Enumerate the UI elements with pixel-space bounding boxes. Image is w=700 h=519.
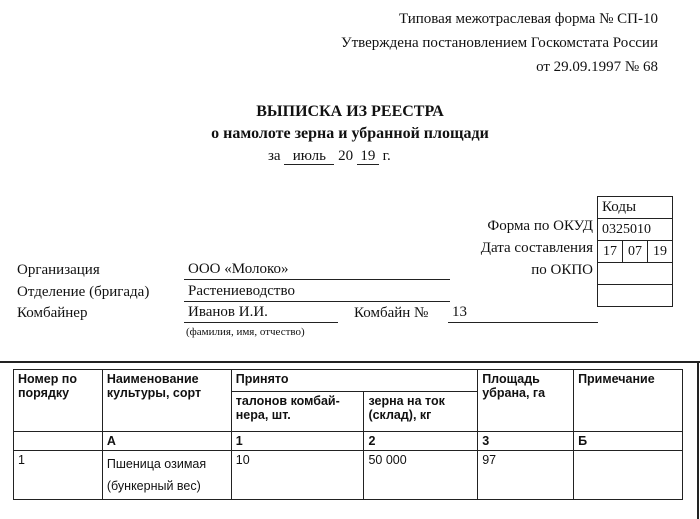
- frame-right-line: [697, 361, 699, 519]
- org-field[interactable]: ООО «Молоко»: [184, 260, 450, 280]
- index-area: 3: [478, 432, 574, 451]
- index-num: [14, 432, 103, 451]
- period-year[interactable]: 19: [357, 148, 379, 165]
- register-table: [13, 369, 683, 500]
- row-tickets[interactable]: 10: [231, 451, 364, 500]
- period-line: [268, 148, 391, 165]
- frame-top-line: [0, 361, 700, 363]
- row-grain[interactable]: 50 000: [364, 451, 478, 500]
- index-grain: 2: [364, 432, 478, 451]
- year-suffix: г.: [382, 148, 391, 164]
- index-tickets: 1: [231, 432, 364, 451]
- operator-label: Комбайнер: [17, 305, 88, 321]
- header-received: Принято: [231, 370, 477, 392]
- period-month[interactable]: июль: [284, 148, 334, 165]
- org-label: Организация: [17, 262, 100, 278]
- dept-field[interactable]: Растениеводство: [184, 282, 450, 302]
- header-grain: зерна на ток (склад), кг: [364, 392, 478, 432]
- date-label: Дата составления: [480, 240, 593, 256]
- period-prefix: за: [268, 148, 281, 164]
- index-crop: А: [102, 432, 231, 451]
- codes-box: [597, 196, 673, 307]
- row-number[interactable]: 1: [14, 451, 103, 500]
- row-crop-name: Пшеница озимая: [106, 457, 207, 471]
- combine-label: Комбайн №: [354, 305, 429, 321]
- index-row: [14, 432, 683, 451]
- date-month: 07: [622, 241, 647, 262]
- dept-label: Отделение (бригада): [17, 284, 150, 300]
- header-note: Примечание: [574, 370, 683, 432]
- index-note: Б: [574, 432, 683, 451]
- date-day: 17: [603, 244, 617, 259]
- table-row: [14, 451, 683, 500]
- document-title: ВЫПИСКА ИЗ РЕЕСТРА: [256, 103, 444, 120]
- okpo-code[interactable]: [598, 262, 672, 284]
- okud-label: Форма по ОКУД: [487, 218, 593, 234]
- form-type-line: Типовая межотраслевая форма № СП-10: [398, 11, 658, 27]
- header-crop: Наименование культуры, сорт: [102, 370, 231, 432]
- row-area[interactable]: 97: [478, 451, 574, 500]
- header-tickets: талонов комбай-нера, шт.: [231, 392, 364, 432]
- codes-header: Коды: [602, 199, 637, 215]
- operator-caption: (фамилия, имя, отчество): [186, 326, 305, 338]
- year-prefix: 20: [338, 148, 354, 164]
- row-crop[interactable]: [102, 451, 231, 500]
- row-crop-note: (бункерный вес): [106, 479, 201, 493]
- header-area: Площадь убрана, га: [478, 370, 574, 432]
- row-note[interactable]: [574, 451, 683, 500]
- date-code[interactable]: [598, 240, 672, 262]
- approval-line: Утверждена постановлением Госкомстата России: [340, 35, 658, 51]
- okud-code[interactable]: 0325010: [598, 218, 672, 240]
- header-number: Номер по порядку: [14, 370, 103, 432]
- approval-date-line: от 29.09.1997 № 68: [536, 59, 658, 75]
- document-subtitle: о намолоте зерна и убранной площади: [211, 125, 489, 142]
- codes-empty-row: [598, 284, 672, 306]
- okpo-label: по ОКПО: [531, 262, 593, 278]
- operator-field[interactable]: Иванов И.И.: [184, 303, 338, 323]
- date-year: 19: [647, 241, 672, 262]
- combine-field[interactable]: 13: [448, 303, 598, 323]
